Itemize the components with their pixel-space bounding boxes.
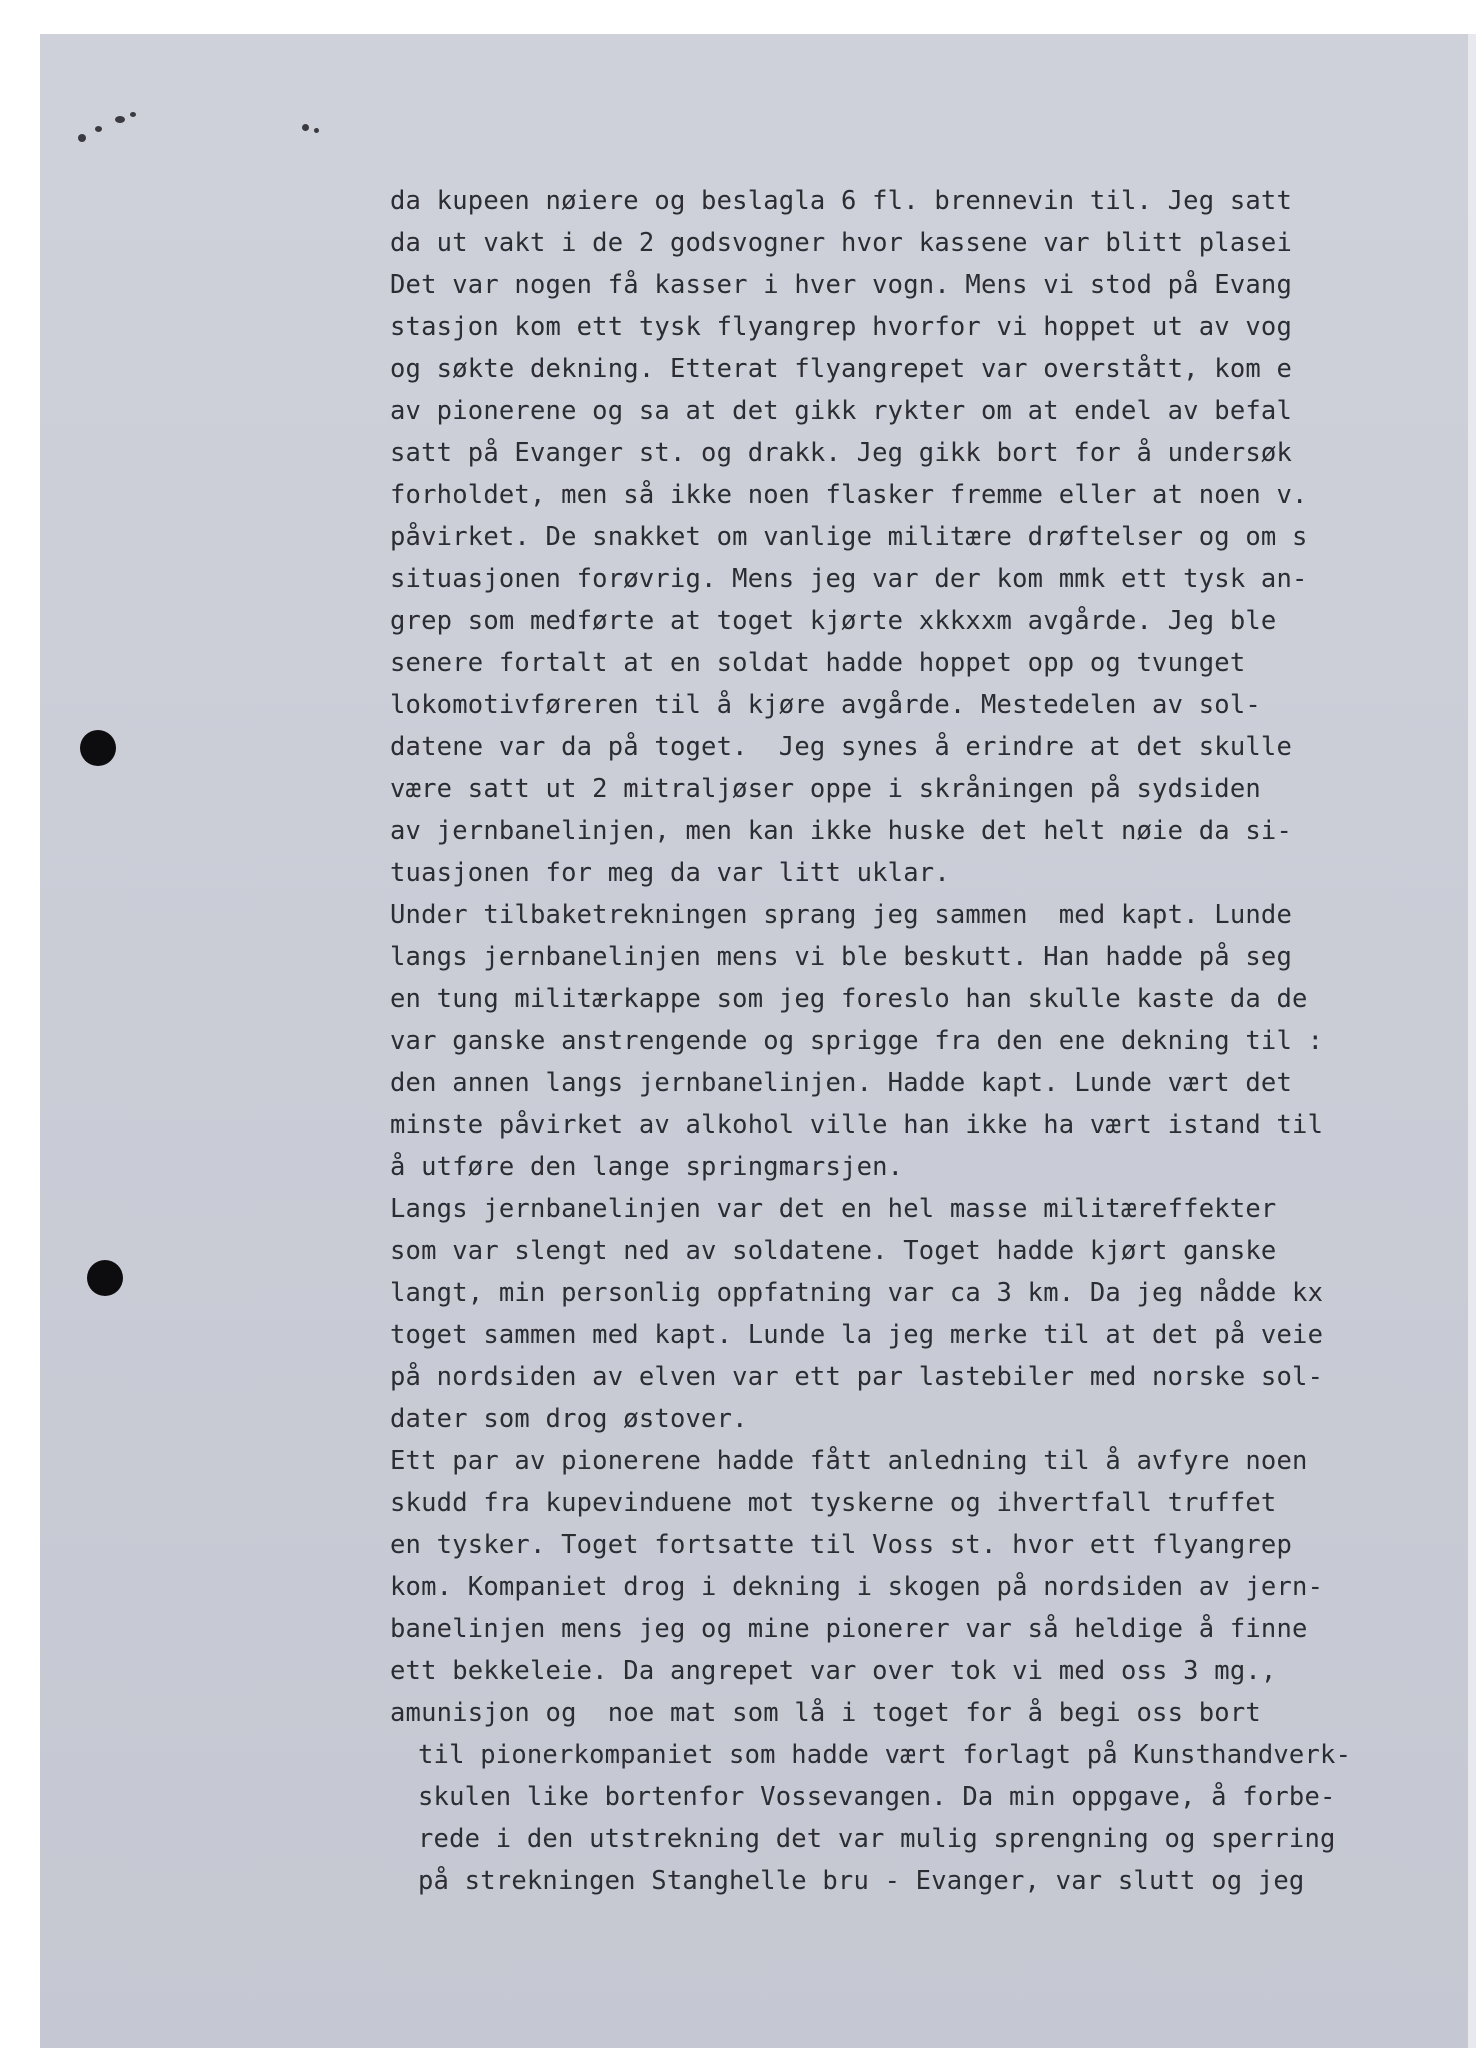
text-line: på strekningen Stanghelle bru - Evanger, var slutt og jeg — [418, 1866, 1305, 1896]
text-line: Langs jernbanelinjen var det en hel masse militæreffekter — [390, 1194, 1277, 1224]
typewritten-text-body — [390, 180, 1400, 1902]
text-line: grep som medførte at toget kjørte xkkxxm avgårde. Jeg ble — [390, 606, 1277, 636]
text-line: da ut vakt i de 2 godsvogner hvor kassene var blitt plasei — [390, 228, 1293, 258]
text-line: toget sammen med kapt. Lunde la jeg merke til at det på veie — [390, 1320, 1324, 1350]
text-line: ett bekkeleie. Da angrepet var over tok vi med oss 3 mg., — [390, 1656, 1277, 1686]
text-line: stasjon kom ett tysk flyangrep hvorfor vi hoppet ut av vog — [390, 312, 1293, 342]
text-line: påvirket. De snakket om vanlige militære drøftelser og om s — [390, 522, 1308, 552]
ink-speck — [115, 116, 125, 123]
text-line: skudd fra kupevinduene mot tyskerne og ihvertfall truffet — [390, 1488, 1277, 1518]
text-line: situasjonen forøvrig. Mens jeg var der kom mmk ett tysk an- — [390, 564, 1308, 594]
text-line: minste påvirket av alkohol ville han ikke ha vært istand til — [390, 1110, 1324, 1140]
text-line: kom. Kompaniet drog i dekning i skogen på nordsiden av jern- — [390, 1572, 1324, 1602]
text-line: datene var da på toget. Jeg synes å erindre at det skulle — [390, 732, 1293, 762]
text-line: tuasjonen for meg da var litt uklar. — [390, 858, 950, 888]
text-line: da kupeen nøiere og beslagla 6 fl. brennevin til. Jeg satt — [390, 186, 1293, 216]
text-line: dater som drog østover. — [390, 1404, 748, 1434]
text-line: og søkte dekning. Etterat flyangrepet var overstått, kom e — [390, 354, 1293, 384]
paper-edge — [1468, 34, 1476, 2048]
ink-speck — [95, 126, 102, 132]
text-line: senere fortalt at en soldat hadde hoppet opp og tvunget — [390, 648, 1246, 678]
ink-speck — [78, 134, 86, 142]
text-line: var ganske anstrengende og sprigge fra den ene dekning til : — [390, 1026, 1324, 1056]
text-line: lokomotivføreren til å kjøre avgårde. Mestedelen av sol- — [390, 690, 1261, 720]
ink-speck — [302, 124, 309, 131]
text-line: på nordsiden av elven var ett par lastebiler med norske sol- — [390, 1362, 1324, 1392]
ink-speck — [314, 128, 319, 133]
text-line: av pionerene og sa at det gikk rykter om at endel av befal — [390, 396, 1293, 426]
text-line: banelinjen mens jeg og mine pionerer var så heldige å finne — [390, 1614, 1308, 1644]
text-line: langs jernbanelinjen mens vi ble beskutt. Han hadde på seg — [390, 942, 1293, 972]
text-line: amunisjon og noe mat som lå i toget for å begi oss bort — [390, 1698, 1261, 1728]
punch-hole-top — [80, 730, 116, 766]
ink-speck — [130, 112, 136, 117]
text-line: en tysker. Toget fortsatte til Voss st. hvor ett flyangrep — [390, 1530, 1293, 1560]
text-line: rede i den utstrekning det var mulig sprengning og sperring — [418, 1824, 1336, 1854]
text-line: den annen langs jernbanelinjen. Hadde kapt. Lunde vært det — [390, 1068, 1293, 1098]
text-line: satt på Evanger st. og drakk. Jeg gikk bort for å undersøk — [390, 438, 1293, 468]
text-line: forholdet, men så ikke noen flasker fremme eller at noen v. — [390, 480, 1308, 510]
text-line: en tung militærkappe som jeg foreslo han skulle kaste da de — [390, 984, 1308, 1014]
text-line: være satt ut 2 mitraljøser oppe i skråningen på sydsiden — [390, 774, 1261, 804]
text-line: til pionerkompaniet som hadde vært forlagt på Kunsthandverk- — [418, 1740, 1352, 1770]
text-line: Det var nogen få kasser i hver vogn. Mens vi stod på Evang — [390, 270, 1293, 300]
text-line: skulen like bortenfor Vossevangen. Da min oppgave, å forbe- — [418, 1782, 1336, 1812]
text-line: som var slengt ned av soldatene. Toget hadde kjørt ganske — [390, 1236, 1277, 1266]
text-line: langt, min personlig oppfatning var ca 3 km. Da jeg nådde kx — [390, 1278, 1324, 1308]
text-line: Under tilbaketrekningen sprang jeg sammen med kapt. Lunde — [390, 900, 1293, 930]
text-line: å utføre den lange springmarsjen. — [390, 1152, 904, 1182]
text-line: Ett par av pionerene hadde fått anledning til å avfyre noen — [390, 1446, 1308, 1476]
punch-hole-bottom — [87, 1260, 123, 1296]
text-line: av jernbanelinjen, men kan ikke huske det helt nøie da si- — [390, 816, 1293, 846]
